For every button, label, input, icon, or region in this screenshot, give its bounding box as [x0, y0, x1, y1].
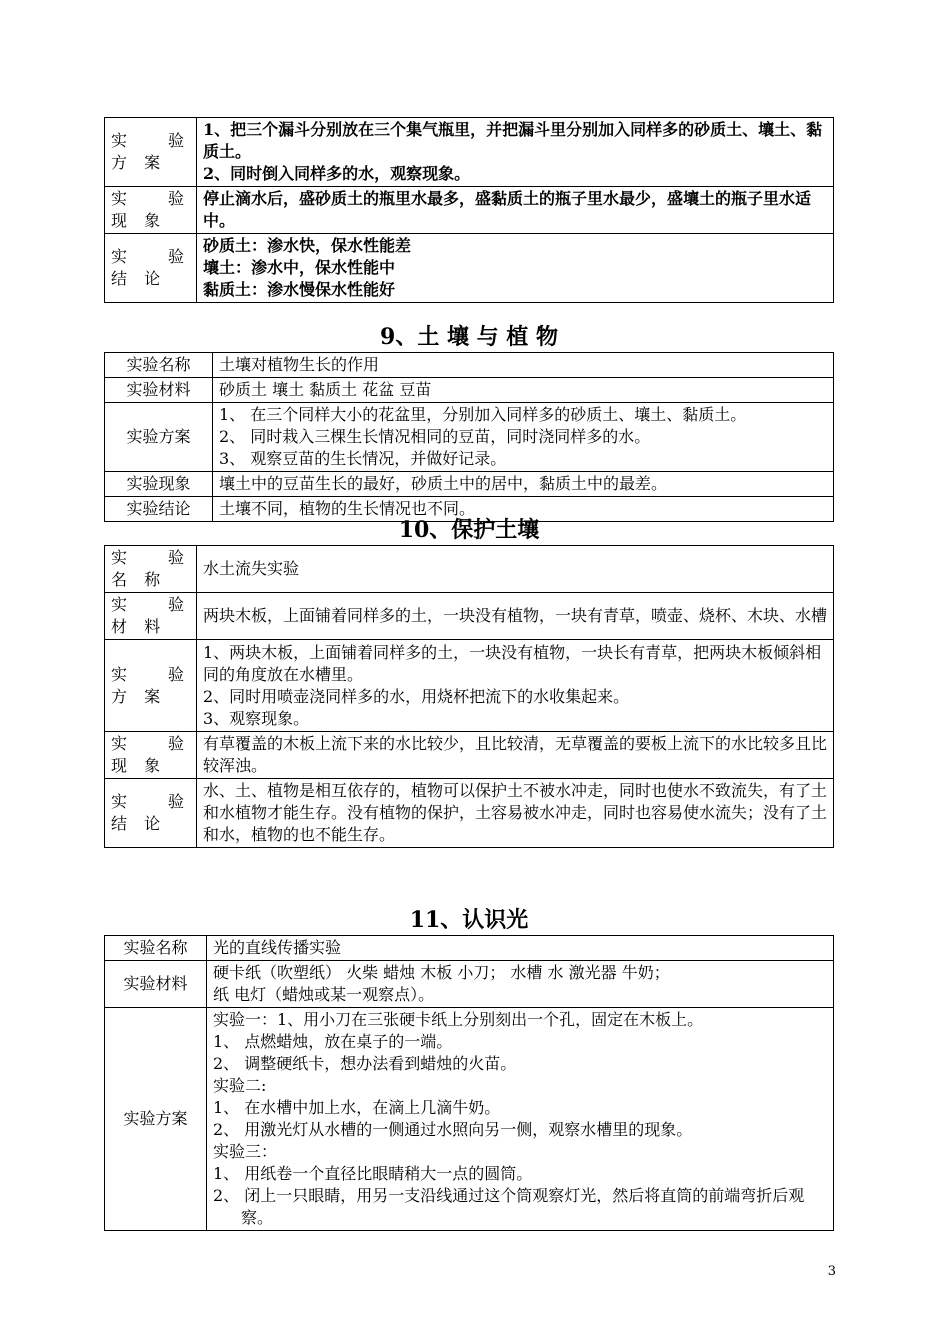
table-row: [105, 472, 834, 497]
row-label: 实验材料: [105, 961, 207, 1008]
table-light: [104, 935, 834, 1231]
page-number: 3: [827, 1264, 836, 1279]
row-label: 实 验 方 案: [105, 118, 197, 187]
section-title-11: 11、认识光: [409, 907, 529, 933]
row-value: 土壤对植物生长的作用: [213, 353, 834, 378]
row-label: 实 验 名 称: [105, 546, 197, 593]
row-value: 两块木板，上面铺着同样多的土，一块没有植物，一块有青草，喷壶、烧杯、木块、水槽: [197, 593, 834, 640]
row-label: 实 验 现 象: [105, 732, 197, 779]
table-row: [105, 403, 834, 472]
table-soil-plants: [104, 352, 834, 522]
row-label: 实验方案: [105, 403, 213, 472]
row-value: 水、土、植物是相互依存的，植物可以保护土不被水冲走，同时也使水不致流失，有了土和水植物才能生存。没有植物的保护，土容易被水冲走，同时也容易使水流失；没有了土和水，植物的也不能生存。: [197, 779, 834, 848]
row-value: 1、两块木板，上面铺着同样多的土，一块没有植物，一块长有青草，把两块木板倾斜相同的角度放在水槽里。 2、同时用喷壶浇同样多的水，用烧杯把流下的水收集起来。 3、观察现象。: [197, 640, 834, 732]
row-value: 砂质土：渗水快，保水性能差 壤土：渗水中，保水性能中 黏质土：渗水慢保水性能好: [197, 234, 834, 303]
row-label: 实 验 材 料: [105, 593, 197, 640]
row-value: 停止滴水后，盛砂质土的瓶里水最多，盛黏质土的瓶子里水最少，盛壤土的瓶子里水适中。: [197, 187, 834, 234]
section-title-9: 9、土 壤 与 植 物: [380, 324, 558, 350]
table-row: [105, 1008, 834, 1231]
table-row: [105, 936, 834, 961]
row-value: 土壤不同，植物的生长情况也不同。: [213, 497, 834, 522]
table-soil-protection: [104, 545, 834, 848]
row-value: 壤土中的豆苗生长的最好，砂质土中的居中，黏质土中的最差。: [213, 472, 834, 497]
row-value: 硬卡纸（吹塑纸） 火柴 蜡烛 木板 小刀； 水槽 水 激光器 牛奶； 纸 电灯（蜡烛或某一观察点）。: [207, 961, 834, 1008]
table-soil-water: [104, 117, 834, 303]
row-label: 实验名称: [105, 353, 213, 378]
table-row: [105, 640, 834, 732]
row-label: 实验结论: [105, 497, 213, 522]
row-value: 1、把三个漏斗分别放在三个集气瓶里，并把漏斗里分别加入同样多的砂质土、壤土、黏质土。 2、同时倒入同样多的水，观察现象。: [197, 118, 834, 187]
row-value: 光的直线传播实验: [207, 936, 834, 961]
row-label: 实 验 结 论: [105, 234, 197, 303]
row-value: 砂质土 壤土 黏质土 花盆 豆苗: [213, 378, 834, 403]
table-row: [105, 378, 834, 403]
table-row: [105, 187, 834, 234]
row-value: 有草覆盖的木板上流下来的水比较少，且比较清，无草覆盖的要板上流下的水比较多且比较浑浊。: [197, 732, 834, 779]
row-label: 实验方案: [105, 1008, 207, 1231]
row-label: 实 验 结 论: [105, 779, 197, 848]
table-row: [105, 353, 834, 378]
row-value: 实验一：1、用小刀在三张硬卡纸上分别刻出一个孔，固定在木板上。 1、 点燃蜡烛，放在桌子的一端。 2、 调整硬纸卡，想办法看到蜡烛的火苗。 实验二: 1、 在水槽中加上水，在滴上几滴牛奶。 2、 用激光灯从水槽的一侧通过水照向另一侧，观察水槽里的现象。 实验三： 1、 用纸卷一个直径比眼睛稍大一点的圆筒。 2、 闭上一只眼睛，用另一支沿线通过这个筒观察灯光，然后将直筒的前端弯折后观察。: [207, 1008, 834, 1231]
table-row: [105, 732, 834, 779]
table-row: [105, 546, 834, 593]
row-label: 实 验 方 案: [105, 640, 197, 732]
table-row: [105, 961, 834, 1008]
table-row: [105, 593, 834, 640]
row-label: 实验材料: [105, 378, 213, 403]
row-label: 实验现象: [105, 472, 213, 497]
row-value: 1、 在三个同样大小的花盆里，分别加入同样多的砂质土、壤土、黏质土。 2、 同时栽入三棵生长情况相同的豆苗，同时浇同样多的水。 3、 观察豆苗的生长情况，并做好记录。: [213, 403, 834, 472]
row-label: 实验名称: [105, 936, 207, 961]
row-value: 水土流失实验: [197, 546, 834, 593]
table-row: [105, 779, 834, 848]
section-title-10: 10、保护土壤: [398, 517, 540, 543]
table-row: [105, 234, 834, 303]
row-label: 实 验 现 象: [105, 187, 197, 234]
table-row: [105, 118, 834, 187]
